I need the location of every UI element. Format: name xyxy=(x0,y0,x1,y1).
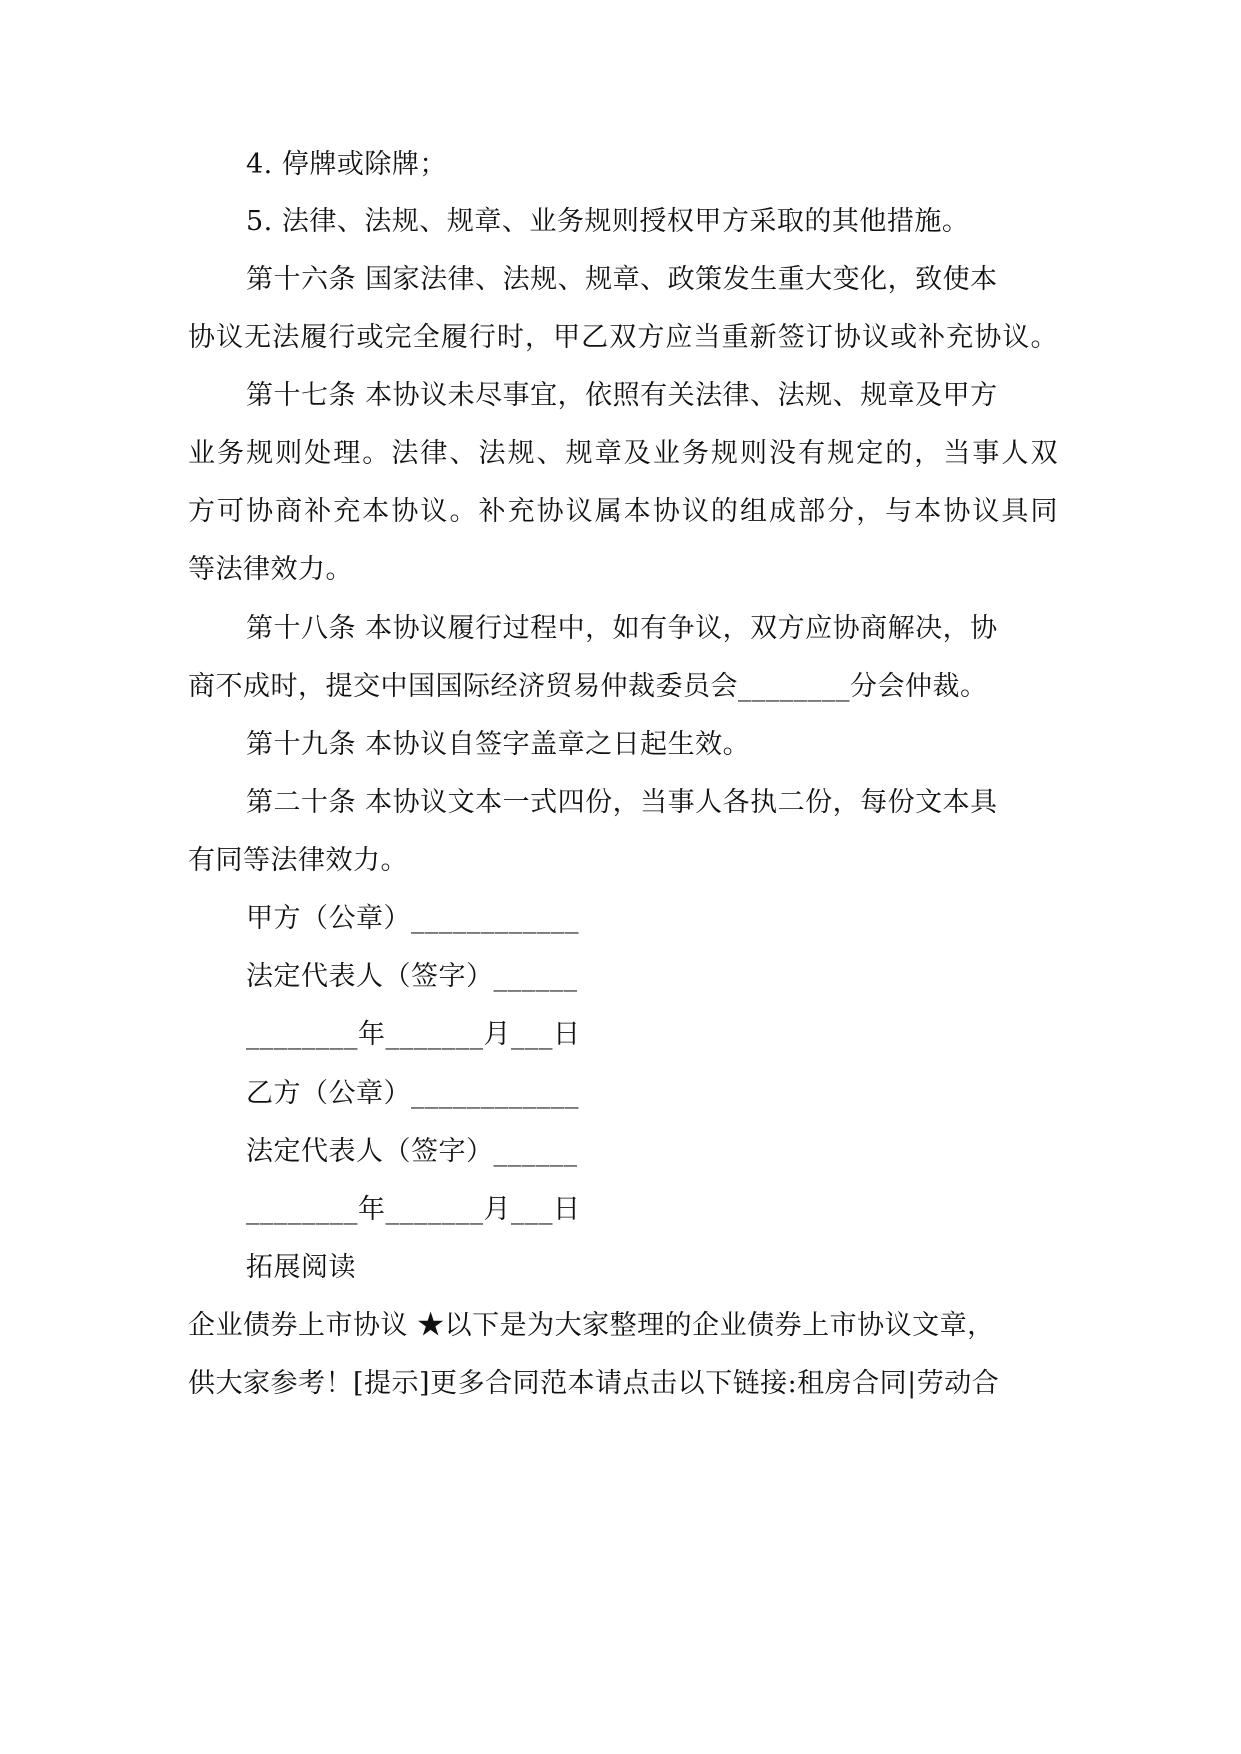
article-16-line-2: 协议无法履行或完全履行时，甲乙双方应当重新签订协议或补充协议。 xyxy=(188,322,1058,353)
article-17-line-3: 方可协商补充本协议。补充协议属本协议的组成部分，与本协议具同 xyxy=(188,496,1058,527)
party-b-date: ________年_______月___日 xyxy=(246,1194,581,1225)
article-20-line-1: 第二十条 本协议文本一式四份，当事人各执二份，每份文本具 xyxy=(246,787,998,818)
article-17-line-2: 业务规则处理。法律、法规、规章及业务规则没有规定的，当事人双 xyxy=(188,438,1058,469)
article-18-line-2: 商不成时，提交中国国际经济贸易仲裁委员会________分会仲裁。 xyxy=(188,671,988,702)
article-19: 第十九条 本协议自签字盖章之日起生效。 xyxy=(246,729,751,760)
party-a-date: ________年_______月___日 xyxy=(246,1019,581,1050)
article-17-line-1: 第十七条 本协议未尽事宜，依照有关法律、法规、规章及甲方 xyxy=(246,380,998,411)
article-20-line-2: 有同等法律效力。 xyxy=(188,845,408,876)
party-b-representative: 法定代表人（签字）______ xyxy=(246,1136,578,1167)
list-item-5: 5. 法律、法规、规章、业务规则授权甲方采取的其他措施。 xyxy=(246,206,970,237)
party-b-seal: 乙方（公章）____________ xyxy=(246,1078,579,1109)
extended-reading-line-1: 企业债券上市协议 ★以下是为大家整理的企业债券上市协议文章， xyxy=(188,1310,995,1341)
article-17-line-4: 等法律效力。 xyxy=(188,554,353,585)
list-item-4: 4. 停牌或除牌； xyxy=(246,149,447,180)
extended-reading-line-2: 供大家参考！[提示]更多合同范本请点击以下链接:租房合同|劳动合 xyxy=(188,1368,1000,1399)
extended-reading-heading: 拓展阅读 xyxy=(246,1252,356,1283)
article-16-line-1: 第十六条 国家法律、法规、规章、政策发生重大变化，致使本 xyxy=(246,264,998,295)
party-a-representative: 法定代表人（签字）______ xyxy=(246,961,578,992)
article-18-line-1: 第十八条 本协议履行过程中，如有争议，双方应协商解决，协 xyxy=(246,613,998,644)
party-a-seal: 甲方（公章）____________ xyxy=(246,903,579,934)
